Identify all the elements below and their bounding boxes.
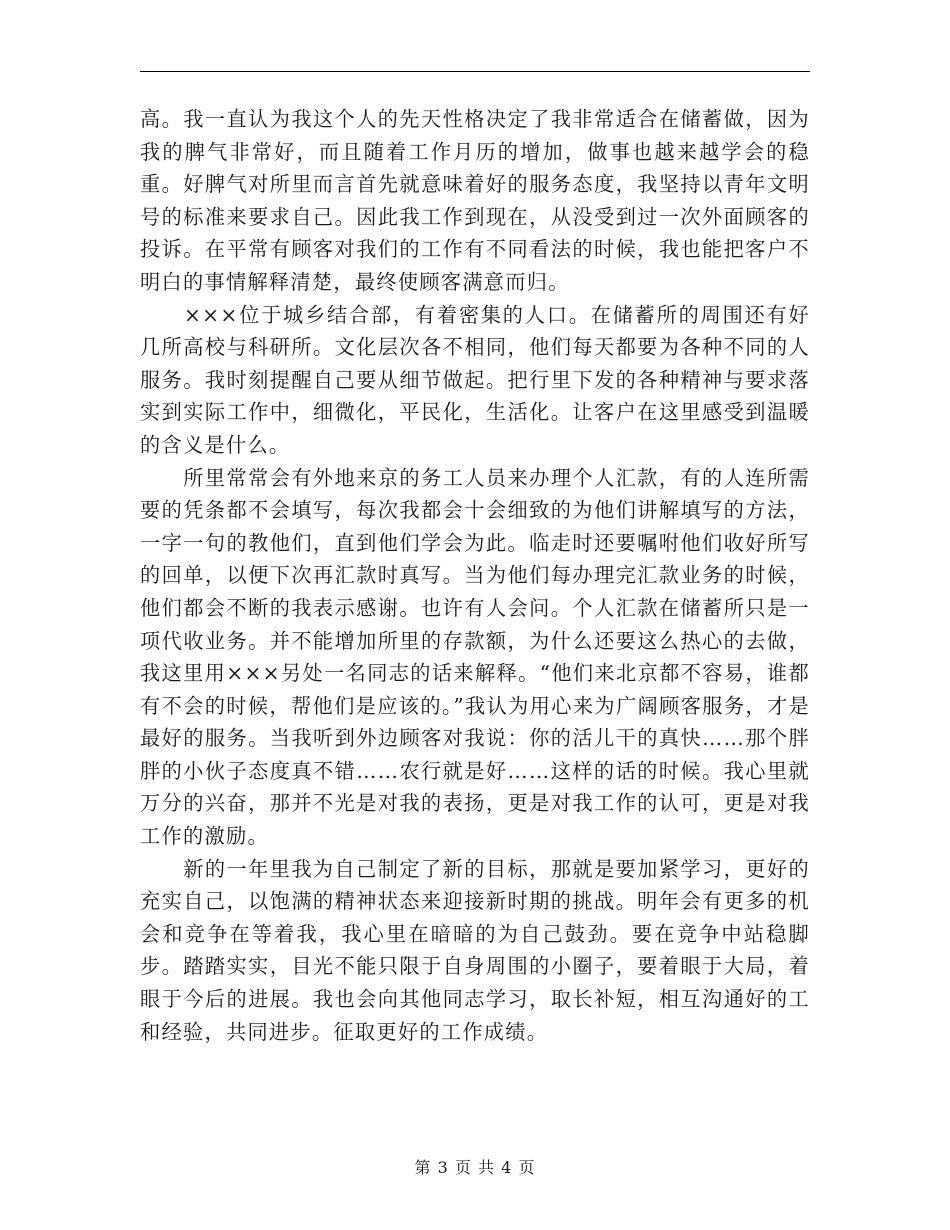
current-page-number: 3 xyxy=(437,1158,449,1177)
paragraph-3: 所里常常会有外地来京的务工人员来办理个人汇款，有的人连所需要的凭条都不会填写，每次我都会十会细致的为他们讲解填写的方法，一字一句的教他们，直到他们学会为此。临走时还要嘱咐他们收好所写的回单，以便下次再汇款时真写。当为他们每办理完汇款业务的时候，他们都会不断的我表示感谢。也许有人会问。个人汇款在储蓄所只是一项代收业务。并不能增加所里的存款额，为什么还要这么热心的去做，我这里用×××另处一名同志的话来解释。“他们来北京都不容易，谁都有不会的时候，帮他们是应该的。”我认为用心来为广阔顾客服务，才是最好的服务。当我听到外边顾客对我说：你的活儿干的真快……那个胖胖的小伙子态度真不错……农行就是好……这样的话的时候。我心里就万分的兴奋，那并不光是对我的表扬，更是对我工作的认可，更是对我工作的激励。 xyxy=(140,465,810,849)
total-pages-number: 4 xyxy=(501,1158,513,1177)
footer-suffix: 页 xyxy=(518,1158,536,1177)
paragraph-1: 高。我一直认为我这个人的先天性格决定了我非常适合在储蓄做，因为我的脾气非常好，而且随着工作月历的增加，做事也越来越学会的稳重。好脾气对所里而言首先就意味着好的服务态度，我坚持以青年文明号的标准来要求自己。因此我工作到现在，从没受到过一次外面顾客的投诉。在平常有顾客对我们的工作有不同看法的时候，我也能把客户不明白的事情解释清楚，最终使顾客满意而归。 xyxy=(140,107,810,294)
paragraph-4: 新的一年里我为自己制定了新的目标，那就是要加紧学习，更好的充实自己，以饱满的精神状态来迎接新时期的挑战。明年会有更多的机会和竞争在等着我，我心里在暗暗的为自己鼓劲。要在竞争中站稳脚步。踏踏实实，目光不能只限于自身周围的小圈子，要着眼于大局，着眼于今后的进展。我也会向其他同志学习，取长补短，相互沟通好的工和经验，共同进步。征取更好的工作成绩。 xyxy=(140,856,810,1044)
footer-prefix: 第 xyxy=(414,1158,432,1177)
document-body xyxy=(140,103,810,1048)
page-footer xyxy=(0,1155,950,1178)
header-rule xyxy=(140,71,810,72)
footer-total-word: 共 xyxy=(478,1158,496,1177)
paragraph-2: ×××位于城乡结合部，有着密集的人口。在储蓄所的周围还有好几所高校与科研所。文化层次各不相同，他们每天都要为各种不同的人服务。我时刻提醒自己要从细节做起。把行里下发的各种精神与要求落实到实际工作中，细微化，平民化，生活化。让客户在这里感受到温暖的含义是什么。 xyxy=(140,302,810,457)
footer-page-word: 页 xyxy=(454,1158,472,1177)
